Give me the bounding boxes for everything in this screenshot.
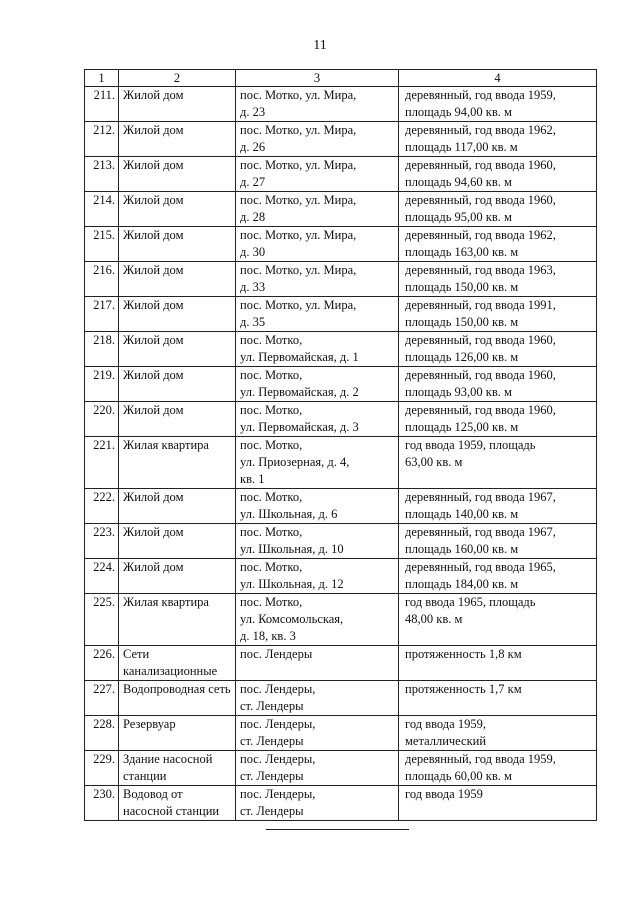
cell-address: пос. Лендеры, ст. Лендеры	[236, 786, 399, 821]
cell-object-name: Жилой дом	[119, 402, 236, 437]
cell-object-name: Жилой дом	[119, 227, 236, 262]
cell-address: пос. Мотко, ул. Первомайская, д. 2	[236, 367, 399, 402]
table-row	[85, 751, 597, 786]
cell-description: деревянный, год ввода 1967, площадь 140,00 кв. м	[399, 489, 597, 524]
table-row	[85, 559, 597, 594]
property-registry-table	[84, 69, 597, 821]
table-row	[85, 437, 597, 489]
table-row	[85, 489, 597, 524]
cell-description: деревянный, год ввода 1965, площадь 184,00 кв. м	[399, 559, 597, 594]
cell-object-name: Жилой дом	[119, 489, 236, 524]
cell-description: год ввода 1965, площадь 48,00 кв. м	[399, 594, 597, 646]
table-row	[85, 157, 597, 192]
cell-object-name: Жилой дом	[119, 297, 236, 332]
cell-object-name: Резервуар	[119, 716, 236, 751]
cell-number: 227.	[85, 681, 119, 716]
table-row	[85, 681, 597, 716]
cell-object-name: Жилой дом	[119, 367, 236, 402]
cell-address: пос. Мотко, ул. Школьная, д. 6	[236, 489, 399, 524]
cell-description: год ввода 1959, металлический	[399, 716, 597, 751]
cell-address: пос. Мотко, ул. Мира, д. 27	[236, 157, 399, 192]
cell-object-name: Жилой дом	[119, 262, 236, 297]
cell-number: 215.	[85, 227, 119, 262]
cell-address: пос. Лендеры, ст. Лендеры	[236, 751, 399, 786]
table-row	[85, 192, 597, 227]
cell-number: 220.	[85, 402, 119, 437]
table-row	[85, 716, 597, 751]
cell-description: протяженность 1,7 км	[399, 681, 597, 716]
cell-object-name: Жилой дом	[119, 524, 236, 559]
cell-number: 212.	[85, 122, 119, 157]
cell-description: деревянный, год ввода 1963, площадь 150,00 кв. м	[399, 262, 597, 297]
table-row	[85, 262, 597, 297]
cell-description: год ввода 1959, площадь 63,00 кв. м	[399, 437, 597, 489]
cell-number: 225.	[85, 594, 119, 646]
cell-address: пос. Лендеры	[236, 646, 399, 681]
cell-number: 219.	[85, 367, 119, 402]
cell-description: деревянный, год ввода 1960, площадь 95,00 кв. м	[399, 192, 597, 227]
table-row	[85, 594, 597, 646]
table-row	[85, 87, 597, 122]
cell-object-name: Сети канализационные	[119, 646, 236, 681]
table-row	[85, 524, 597, 559]
cell-object-name: Жилая квартира	[119, 437, 236, 489]
cell-address: пос. Мотко, ул. Комсомольская, д. 18, кв. 3	[236, 594, 399, 646]
cell-description: деревянный, год ввода 1960, площадь 94,60 кв. м	[399, 157, 597, 192]
cell-object-name: Жилой дом	[119, 332, 236, 367]
cell-description: деревянный, год ввода 1960, площадь 126,00 кв. м	[399, 332, 597, 367]
cell-description: деревянный, год ввода 1959, площадь 60,00 кв. м	[399, 751, 597, 786]
table-row	[85, 332, 597, 367]
cell-number: 226.	[85, 646, 119, 681]
cell-address: пос. Мотко, ул. Мира, д. 33	[236, 262, 399, 297]
column-header-number: 1	[85, 70, 119, 87]
cell-object-name: Здание насосной станции	[119, 751, 236, 786]
cell-description: деревянный, год ввода 1991, площадь 150,00 кв. м	[399, 297, 597, 332]
cell-number: 214.	[85, 192, 119, 227]
end-of-table-rule	[266, 829, 409, 830]
cell-object-name: Водопроводная сеть	[119, 681, 236, 716]
cell-description: деревянный, год ввода 1967, площадь 160,00 кв. м	[399, 524, 597, 559]
cell-description: деревянный, год ввода 1962, площадь 117,00 кв. м	[399, 122, 597, 157]
cell-number: 229.	[85, 751, 119, 786]
table-row	[85, 367, 597, 402]
table-row	[85, 402, 597, 437]
cell-object-name: Жилой дом	[119, 87, 236, 122]
cell-address: пос. Мотко, ул. Мира, д. 26	[236, 122, 399, 157]
cell-description: протяженность 1,8 км	[399, 646, 597, 681]
cell-address: пос. Мотко, ул. Мира, д. 35	[236, 297, 399, 332]
cell-number: 224.	[85, 559, 119, 594]
table-row	[85, 646, 597, 681]
table-body	[85, 87, 597, 821]
cell-address: пос. Мотко, ул. Мира, д. 28	[236, 192, 399, 227]
cell-object-name: Жилая квартира	[119, 594, 236, 646]
cell-object-name: Водовод от насосной станции	[119, 786, 236, 821]
table-row	[85, 122, 597, 157]
cell-address: пос. Мотко, ул. Первомайская, д. 3	[236, 402, 399, 437]
table-header-row	[85, 70, 597, 87]
page-number: 11	[313, 38, 327, 53]
cell-description: деревянный, год ввода 1960, площадь 93,00 кв. м	[399, 367, 597, 402]
cell-number: 211.	[85, 87, 119, 122]
cell-address: пос. Лендеры, ст. Лендеры	[236, 716, 399, 751]
cell-object-name: Жилой дом	[119, 122, 236, 157]
table-row	[85, 786, 597, 821]
cell-address: пос. Мотко, ул. Школьная, д. 10	[236, 524, 399, 559]
cell-description: деревянный, год ввода 1960, площадь 125,00 кв. м	[399, 402, 597, 437]
cell-address: пос. Мотко, ул. Мира, д. 30	[236, 227, 399, 262]
table-header	[85, 70, 597, 87]
cell-address: пос. Мотко, ул. Первомайская, д. 1	[236, 332, 399, 367]
cell-description: деревянный, год ввода 1962, площадь 163,00 кв. м	[399, 227, 597, 262]
column-header-description: 4	[399, 70, 597, 87]
cell-address: пос. Мотко, ул. Мира, д. 23	[236, 87, 399, 122]
cell-number: 223.	[85, 524, 119, 559]
column-header-name: 2	[119, 70, 236, 87]
cell-number: 230.	[85, 786, 119, 821]
cell-object-name: Жилой дом	[119, 559, 236, 594]
cell-number: 213.	[85, 157, 119, 192]
table-row	[85, 227, 597, 262]
cell-description: год ввода 1959	[399, 786, 597, 821]
cell-number: 216.	[85, 262, 119, 297]
cell-address: пос. Лендеры, ст. Лендеры	[236, 681, 399, 716]
cell-number: 222.	[85, 489, 119, 524]
cell-number: 228.	[85, 716, 119, 751]
cell-object-name: Жилой дом	[119, 192, 236, 227]
cell-address: пос. Мотко, ул. Школьная, д. 12	[236, 559, 399, 594]
cell-number: 221.	[85, 437, 119, 489]
cell-object-name: Жилой дом	[119, 157, 236, 192]
cell-description: деревянный, год ввода 1959, площадь 94,00 кв. м	[399, 87, 597, 122]
table-row	[85, 297, 597, 332]
cell-address: пос. Мотко, ул. Приозерная, д. 4, кв. 1	[236, 437, 399, 489]
cell-number: 218.	[85, 332, 119, 367]
column-header-address: 3	[236, 70, 399, 87]
cell-number: 217.	[85, 297, 119, 332]
